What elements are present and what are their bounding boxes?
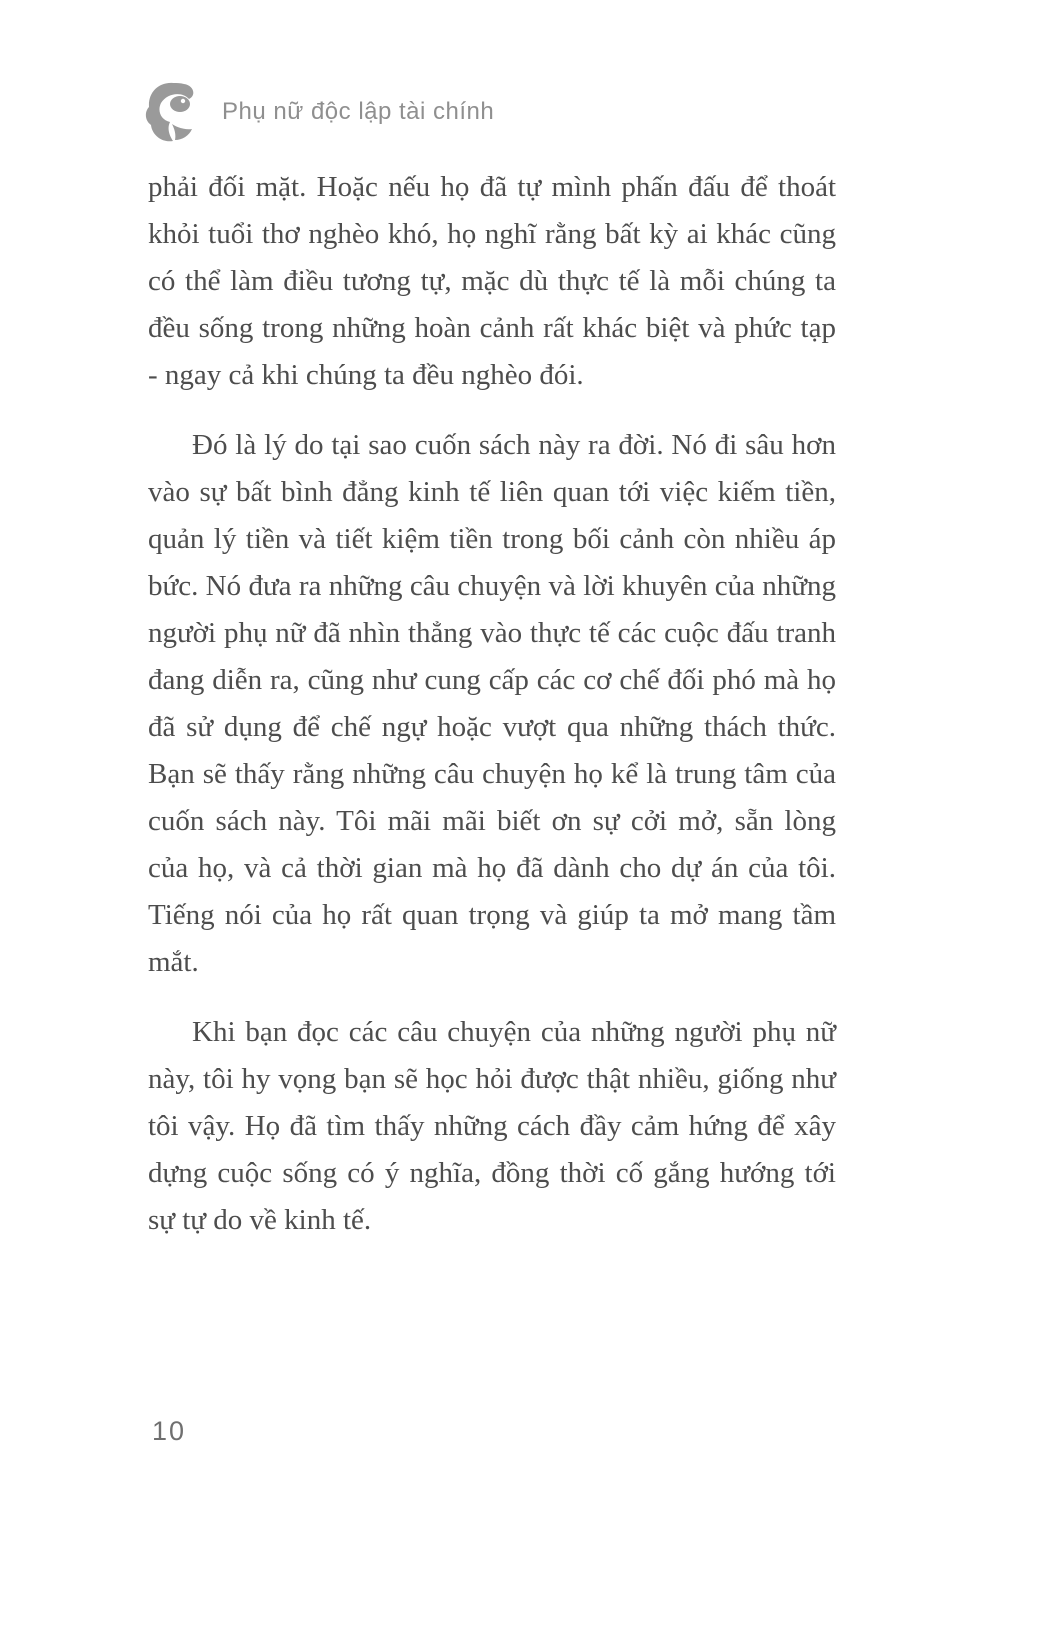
paragraph: Khi bạn đọc các câu chuyện của những người phụ nữ này, tôi hy vọng bạn sẽ học hỏi được thật nhiều, giống như tôi vậy. Họ đã tìm thấy những cách đầy cảm hứng để xây dựng cuộc sống có ý nghĩa, đồng thời cố gắng hướng tới sự tự do về kinh tế. bbox=[148, 1016, 836, 1236]
page-footer bbox=[152, 1416, 186, 1447]
publisher-logo-icon bbox=[142, 80, 202, 144]
page-body-text bbox=[148, 164, 836, 1244]
paragraph: Đó là lý do tại sao cuốn sách này ra đời. Nó đi sâu hơn vào sự bất bình đẳng kinh tế liên quan tới việc kiếm tiền, quản lý tiền và tiết kiệm tiền trong bối cảnh còn nhiều áp bức. Nó đưa ra những câu chuyện và lời khuyên của những người phụ nữ đã nhìn thẳng vào thực tế các cuộc đấu tranh đang diễn ra, cũng như cung cấp các cơ chế đối phó mà họ đã sử dụng để chế ngự hoặc vượt qua những thách thức. Bạn sẽ thấy rằng những câu chuyện họ kể là trung tâm của cuốn sách này. Tôi mãi mãi biết ơn sự cởi mở, sẵn lòng của họ, và cả thời gian mà họ đã dành cho dự án của tôi. Tiếng nói của họ rất quan trọng và giúp ta mở mang tầm mắt. bbox=[148, 429, 836, 978]
page-number: 10 bbox=[152, 1416, 187, 1446]
running-header bbox=[142, 80, 494, 144]
running-head-title: Phụ nữ độc lập tài chính bbox=[222, 98, 495, 125]
paragraph-continued: phải đối mặt. Hoặc nếu họ đã tự mình phấn đấu để thoát khỏi tuổi thơ nghèo khó, họ nghĩ rằng bất kỳ ai khác cũng có thể làm điều tương tự, mặc dù thực tế là mỗi chúng ta đều sống trong những hoàn cảnh rất khác biệt và phức tạp - ngay cả khi chúng ta đều nghèo đói. bbox=[148, 171, 836, 391]
